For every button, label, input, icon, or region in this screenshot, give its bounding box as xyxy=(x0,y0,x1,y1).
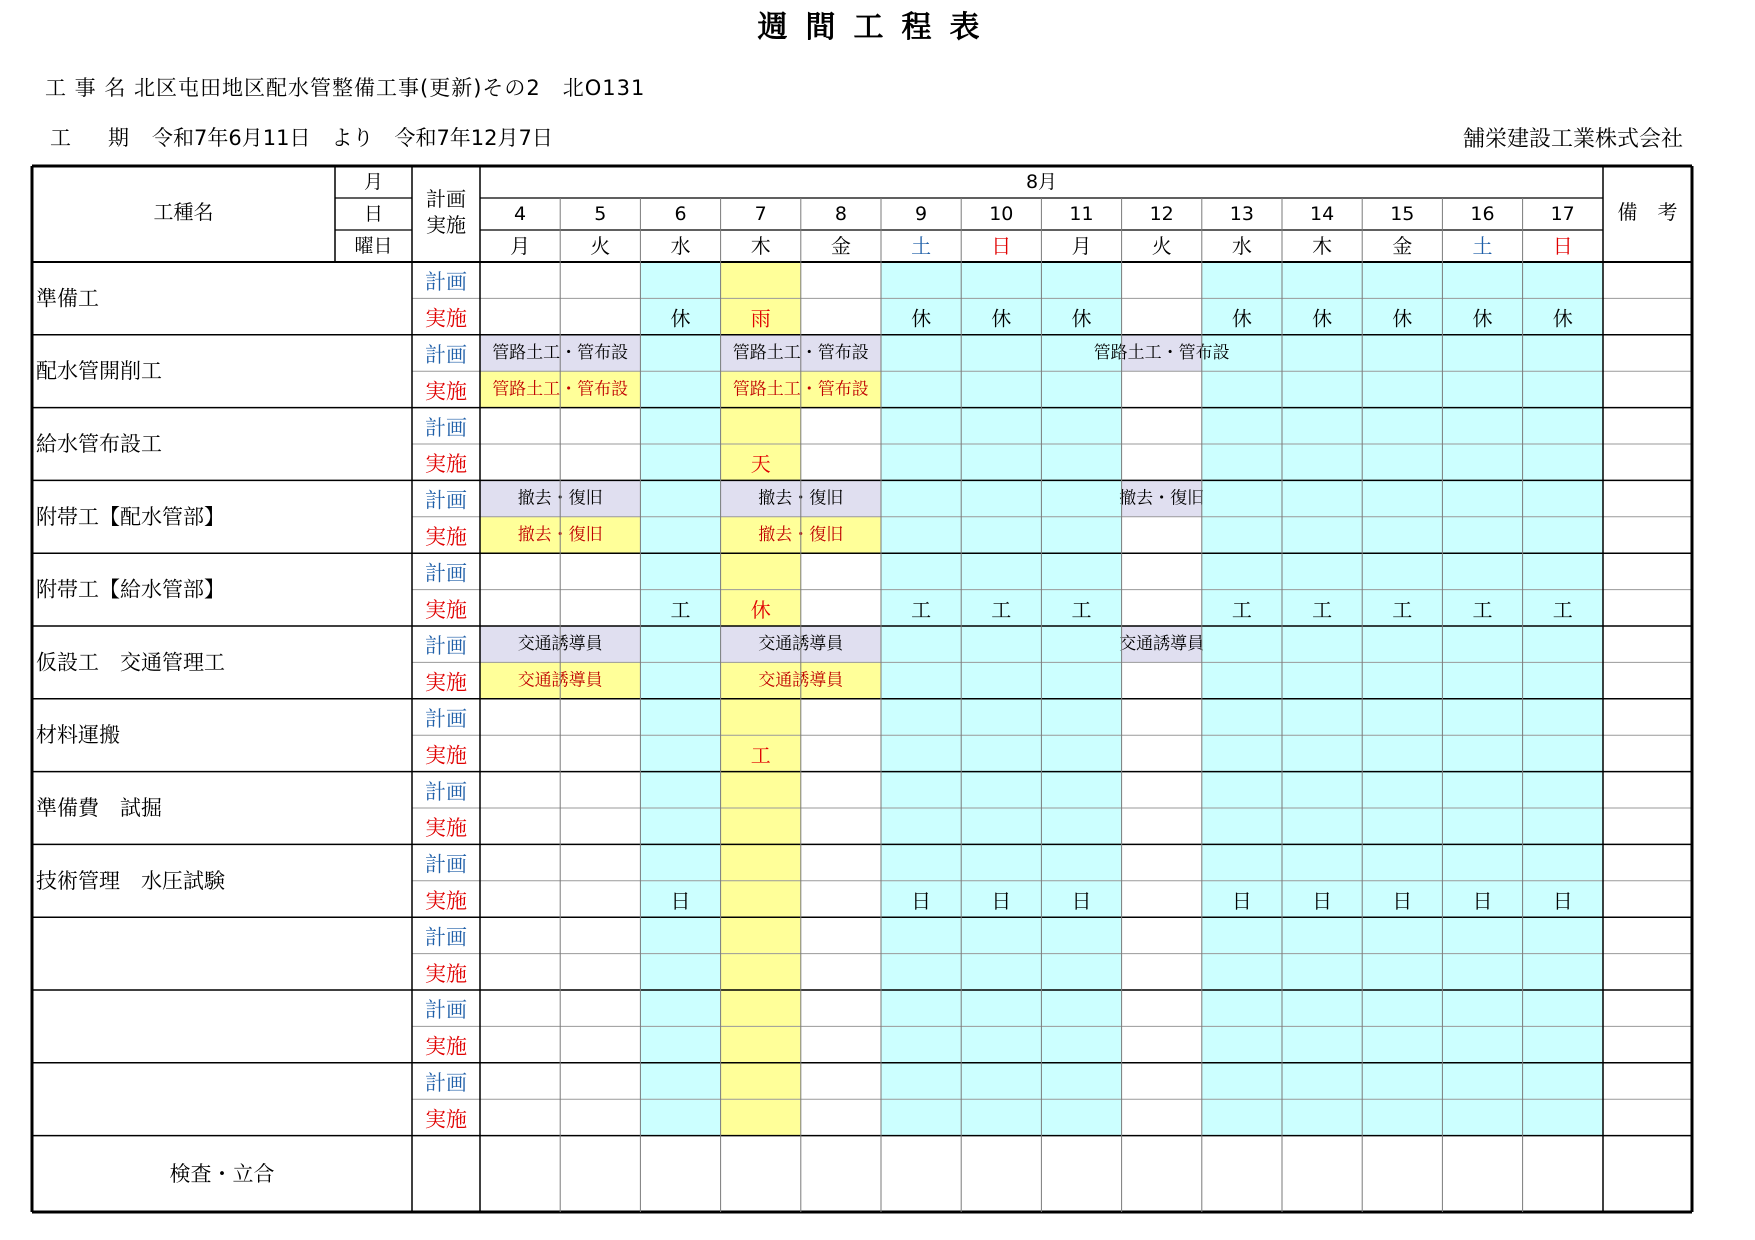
actual-bar-label: 管路土工・管布設 xyxy=(732,379,869,400)
period-label: 工 期 xyxy=(50,126,137,150)
period-text: 令和7年6月11日 より 令和7年12月7日 xyxy=(152,126,553,150)
actual-mark: 日 xyxy=(1071,889,1092,913)
task-name: 附帯工【配水管部】 xyxy=(36,504,225,529)
actual-mark: 日 xyxy=(1472,889,1493,913)
actual-mark: 工 xyxy=(1552,597,1573,622)
actual-header: 実施 xyxy=(426,213,466,237)
day-number: 8 xyxy=(834,203,847,225)
plan-row-label: 計画 xyxy=(425,634,467,659)
day-number: 11 xyxy=(1069,203,1094,225)
page-title: 週間工程表 xyxy=(757,10,998,45)
actual-row-label: 実施 xyxy=(425,597,467,622)
actual-row-label: 実施 xyxy=(425,889,467,913)
project-name: 工 事 名 北区屯田地区配水管整備工事(更新)その2 北O131 xyxy=(45,76,646,100)
plan-row-label: 計画 xyxy=(425,561,467,586)
actual-mark: 休 xyxy=(1552,306,1573,331)
plan-bar-label: 撤去・復旧 xyxy=(517,488,603,509)
actual-mark: 休 xyxy=(911,306,932,331)
plan-row-label: 計画 xyxy=(425,852,467,877)
actual-bar-label: 撤去・復旧 xyxy=(517,525,603,545)
actual-mark: 日 xyxy=(1312,889,1333,913)
weekday-label: 曜日 xyxy=(354,235,393,257)
day-label: 日 xyxy=(363,203,384,225)
actual-row-label: 実施 xyxy=(425,452,467,477)
plan-bar-label: 交通誘導員 xyxy=(517,634,603,655)
plan-row-label: 計画 xyxy=(425,343,467,367)
weekday-3: 木 xyxy=(750,234,771,258)
actual-row-label: 実施 xyxy=(425,670,467,695)
month-label: 月 xyxy=(363,171,384,193)
actual-mark: 休 xyxy=(1312,306,1333,331)
actual-mark: 休 xyxy=(991,306,1012,331)
plan-header: 計画 xyxy=(426,187,466,211)
actual-mark: 日 xyxy=(1552,889,1573,913)
plan-row-label: 計画 xyxy=(425,488,467,513)
weekday-7: 月 xyxy=(1071,234,1092,258)
actual-mark: 雨 xyxy=(750,306,771,331)
weekday-6: 日 xyxy=(991,234,1012,258)
inspection-label: 検査・立合 xyxy=(169,1161,275,1186)
plan-row-label: 計画 xyxy=(425,270,467,295)
day-number: 15 xyxy=(1390,203,1415,225)
actual-mark: 休 xyxy=(1392,306,1413,331)
actual-mark: 日 xyxy=(1231,889,1252,913)
plan-row-label: 計画 xyxy=(425,998,467,1023)
actual-mark: 工 xyxy=(1392,597,1413,622)
actual-row-label: 実施 xyxy=(425,743,467,768)
actual-row-label: 実施 xyxy=(425,525,467,549)
actual-bar-label: 交通誘導員 xyxy=(758,670,844,691)
plan-bar-label: 管路土工・管布設 xyxy=(732,343,869,363)
actual-mark: 日 xyxy=(670,889,691,913)
day-number: 10 xyxy=(989,203,1014,225)
plan-bar-label: 管路土工・管布設 xyxy=(1093,343,1230,363)
actual-mark: 工 xyxy=(1472,597,1493,622)
day-number: 17 xyxy=(1550,203,1575,225)
day-number: 7 xyxy=(754,203,767,225)
actual-bar-label: 撤去・復旧 xyxy=(758,525,844,545)
day-number: 12 xyxy=(1149,203,1174,225)
actual-row-label: 実施 xyxy=(425,306,467,331)
actual-mark: 休 xyxy=(670,306,691,331)
weekday-9: 水 xyxy=(1231,234,1252,258)
actual-mark: 工 xyxy=(1231,597,1252,622)
plan-row-label: 計画 xyxy=(425,415,467,440)
actual-bar-label: 交通誘導員 xyxy=(517,670,603,691)
task-name: 附帯工【給水管部】 xyxy=(36,577,225,602)
weekday-0: 月 xyxy=(510,234,531,258)
weekday-11: 金 xyxy=(1392,234,1413,258)
actual-mark: 工 xyxy=(1071,597,1092,622)
actual-row-label: 実施 xyxy=(425,1107,467,1132)
actual-mark: 天 xyxy=(750,452,771,477)
plan-row-label: 計画 xyxy=(425,779,467,804)
day-number: 14 xyxy=(1310,203,1335,225)
remarks-header: 備 考 xyxy=(1617,200,1678,224)
actual-row-label: 実施 xyxy=(425,1034,467,1059)
actual-mark: 休 xyxy=(1472,306,1493,331)
day-number: 5 xyxy=(594,203,607,225)
task-name: 準備費 試掘 xyxy=(36,796,162,820)
plan-bar-label: 交通誘導員 xyxy=(758,634,844,655)
day-number: 13 xyxy=(1229,203,1254,225)
actual-row-label: 実施 xyxy=(425,379,467,404)
actual-mark: 工 xyxy=(1312,597,1333,622)
plan-row-label: 計画 xyxy=(425,707,467,731)
weekday-12: 土 xyxy=(1472,234,1493,258)
plan-row-label: 計画 xyxy=(425,1071,467,1095)
task-name: 仮設工 交通管理工 xyxy=(36,650,225,675)
task-name: 準備工 xyxy=(36,286,99,311)
actual-mark: 工 xyxy=(991,597,1012,622)
actual-mark: 工 xyxy=(750,743,771,768)
actual-mark: 休 xyxy=(750,597,771,622)
month-header: 8月 xyxy=(1025,171,1058,193)
task-name: 配水管開削工 xyxy=(36,359,162,384)
day-number: 6 xyxy=(674,203,687,225)
day-number: 4 xyxy=(514,203,527,225)
weekday-1: 火 xyxy=(590,234,611,258)
weekday-10: 木 xyxy=(1312,234,1333,258)
weekday-5: 土 xyxy=(911,234,932,258)
day-number: 16 xyxy=(1470,203,1495,225)
weekday-2: 水 xyxy=(670,234,691,258)
actual-row-label: 実施 xyxy=(425,961,467,986)
weekday-4: 金 xyxy=(830,234,851,258)
day-number: 9 xyxy=(915,203,928,225)
actual-mark: 工 xyxy=(911,597,932,622)
weekday-13: 日 xyxy=(1552,234,1573,258)
actual-mark: 日 xyxy=(911,889,932,913)
task-name: 給水管布設工 xyxy=(36,432,162,456)
plan-bar-label: 撤去・復旧 xyxy=(758,488,844,509)
plan-bar-label: 撤去・復旧 xyxy=(1119,488,1205,509)
actual-mark: 休 xyxy=(1071,306,1092,331)
task-name: 材料運搬 xyxy=(36,723,120,748)
actual-mark: 工 xyxy=(670,597,691,622)
actual-row-label: 実施 xyxy=(425,816,467,841)
actual-mark: 日 xyxy=(991,889,1012,913)
actual-mark: 休 xyxy=(1231,306,1252,331)
task-name: 技術管理 水圧試験 xyxy=(36,868,225,893)
plan-bar-label: 管路土工・管布設 xyxy=(492,343,629,363)
plan-row-label: 計画 xyxy=(425,925,467,950)
work-type-header: 工種名 xyxy=(153,200,214,224)
plan-bar-label: 交通誘導員 xyxy=(1119,634,1205,655)
actual-mark: 日 xyxy=(1392,889,1413,913)
company-name: 舗栄建設工業株式会社 xyxy=(1462,127,1683,152)
weekday-8: 火 xyxy=(1151,234,1172,258)
actual-bar-label: 管路土工・管布設 xyxy=(492,379,629,400)
